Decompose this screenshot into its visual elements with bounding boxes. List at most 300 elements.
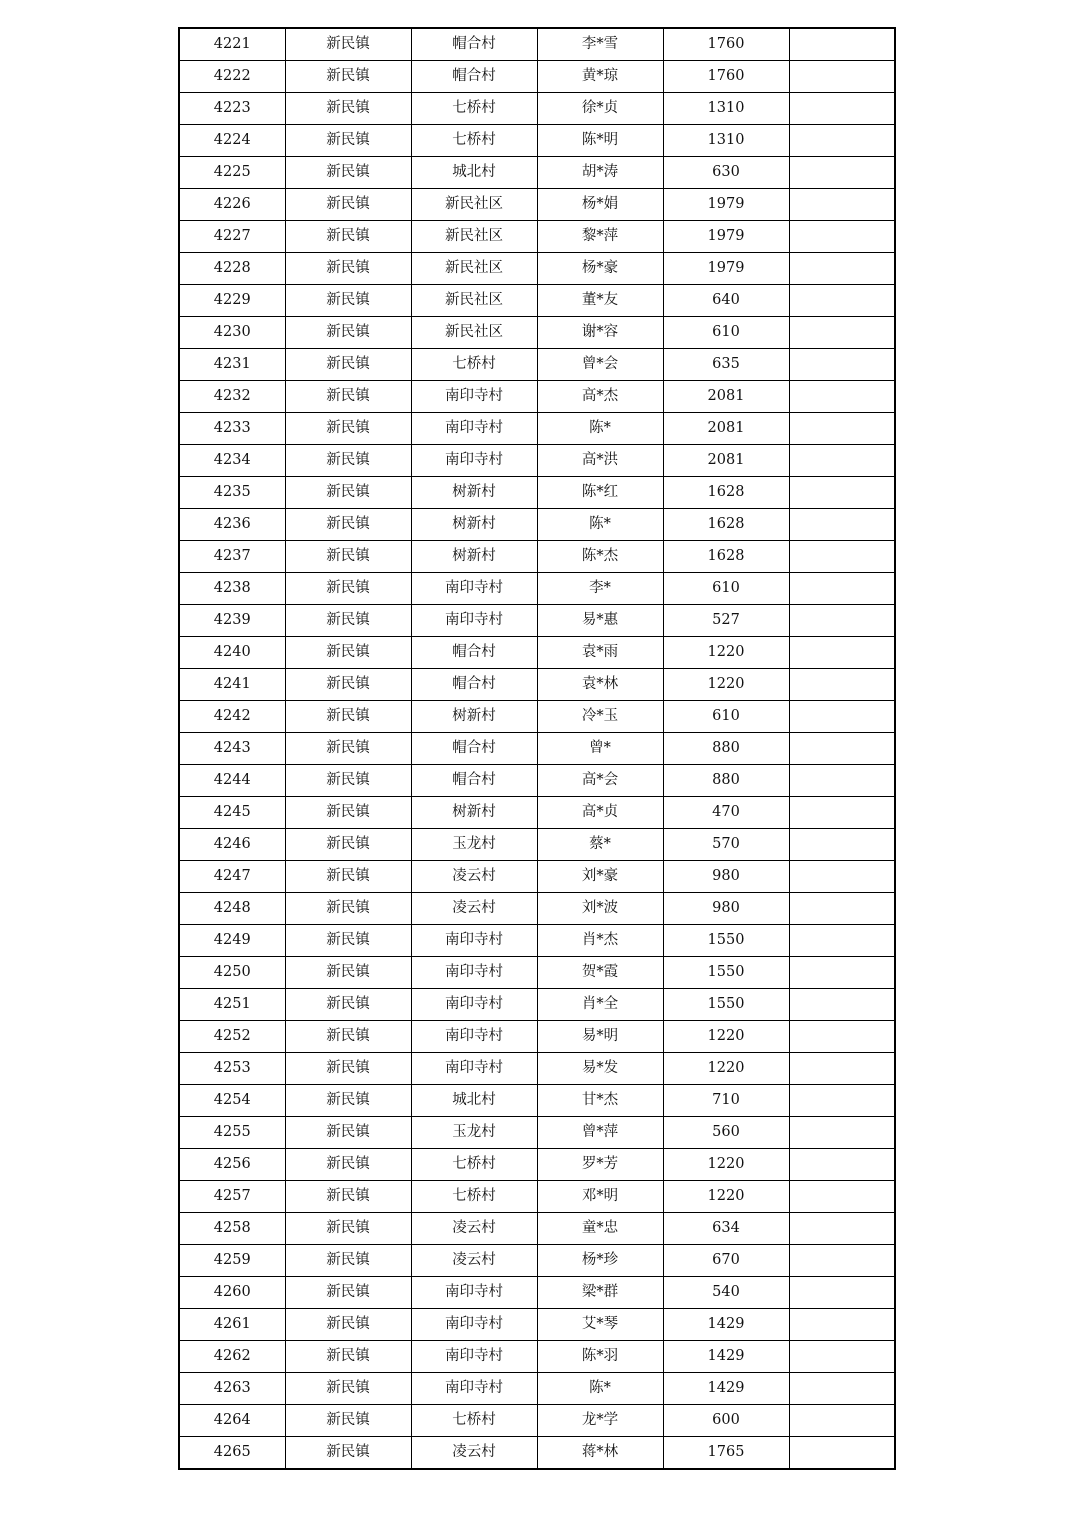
amount-cell: 2081 xyxy=(663,381,789,413)
note-cell xyxy=(789,637,895,669)
row-number-cell: 4223 xyxy=(179,93,285,125)
row-number-cell: 4262 xyxy=(179,1341,285,1373)
table-row xyxy=(179,413,895,445)
amount-cell: 527 xyxy=(663,605,789,637)
name-cell: 袁*林 xyxy=(537,669,663,701)
note-cell xyxy=(789,61,895,93)
town-cell: 新民镇 xyxy=(285,253,411,285)
village-cell: 南印寺村 xyxy=(411,573,537,605)
amount-cell: 630 xyxy=(663,157,789,189)
amount-cell: 635 xyxy=(663,349,789,381)
name-cell: 曾*会 xyxy=(537,349,663,381)
row-number-cell: 4221 xyxy=(179,28,285,61)
village-cell: 帽合村 xyxy=(411,669,537,701)
town-cell: 新民镇 xyxy=(285,925,411,957)
name-cell: 陈*明 xyxy=(537,125,663,157)
note-cell xyxy=(789,445,895,477)
row-number-cell: 4265 xyxy=(179,1437,285,1470)
name-cell: 易*发 xyxy=(537,1053,663,1085)
note-cell xyxy=(789,349,895,381)
name-cell: 陈* xyxy=(537,413,663,445)
table-row xyxy=(179,189,895,221)
row-number-cell: 4230 xyxy=(179,317,285,349)
village-cell: 凌云村 xyxy=(411,1213,537,1245)
note-cell xyxy=(789,573,895,605)
row-number-cell: 4251 xyxy=(179,989,285,1021)
town-cell: 新民镇 xyxy=(285,157,411,189)
name-cell: 肖*全 xyxy=(537,989,663,1021)
name-cell: 袁*雨 xyxy=(537,637,663,669)
town-cell: 新民镇 xyxy=(285,1437,411,1470)
name-cell: 徐*贞 xyxy=(537,93,663,125)
amount-cell: 1550 xyxy=(663,957,789,989)
row-number-cell: 4238 xyxy=(179,573,285,605)
table-row xyxy=(179,1021,895,1053)
table-row xyxy=(179,1437,895,1470)
amount-cell: 1429 xyxy=(663,1341,789,1373)
village-cell: 新民社区 xyxy=(411,253,537,285)
town-cell: 新民镇 xyxy=(285,1341,411,1373)
amount-cell: 1310 xyxy=(663,93,789,125)
note-cell xyxy=(789,413,895,445)
table-row xyxy=(179,28,895,61)
note-cell xyxy=(789,669,895,701)
amount-cell: 610 xyxy=(663,317,789,349)
note-cell xyxy=(789,925,895,957)
row-number-cell: 4225 xyxy=(179,157,285,189)
table-row xyxy=(179,1245,895,1277)
amount-cell: 1979 xyxy=(663,253,789,285)
amount-cell: 1220 xyxy=(663,1181,789,1213)
town-cell: 新民镇 xyxy=(285,605,411,637)
amount-cell: 1760 xyxy=(663,28,789,61)
name-cell: 蒋*林 xyxy=(537,1437,663,1470)
name-cell: 谢*容 xyxy=(537,317,663,349)
village-cell: 帽合村 xyxy=(411,637,537,669)
note-cell xyxy=(789,957,895,989)
table-row xyxy=(179,957,895,989)
note-cell xyxy=(789,317,895,349)
village-cell: 帽合村 xyxy=(411,733,537,765)
row-number-cell: 4255 xyxy=(179,1117,285,1149)
village-cell: 七桥村 xyxy=(411,1405,537,1437)
village-cell: 南印寺村 xyxy=(411,1277,537,1309)
table-row xyxy=(179,701,895,733)
table-row xyxy=(179,93,895,125)
amount-cell: 1220 xyxy=(663,1149,789,1181)
note-cell xyxy=(789,797,895,829)
table-row xyxy=(179,1309,895,1341)
row-number-cell: 4246 xyxy=(179,829,285,861)
note-cell xyxy=(789,221,895,253)
town-cell: 新民镇 xyxy=(285,445,411,477)
row-number-cell: 4235 xyxy=(179,477,285,509)
note-cell xyxy=(789,285,895,317)
town-cell: 新民镇 xyxy=(285,28,411,61)
name-cell: 杨*娟 xyxy=(537,189,663,221)
village-cell: 帽合村 xyxy=(411,61,537,93)
table-row xyxy=(179,925,895,957)
town-cell: 新民镇 xyxy=(285,1245,411,1277)
amount-cell: 880 xyxy=(663,733,789,765)
town-cell: 新民镇 xyxy=(285,509,411,541)
village-cell: 新民社区 xyxy=(411,189,537,221)
town-cell: 新民镇 xyxy=(285,1085,411,1117)
note-cell xyxy=(789,541,895,573)
amount-cell: 1979 xyxy=(663,189,789,221)
note-cell xyxy=(789,605,895,637)
town-cell: 新民镇 xyxy=(285,189,411,221)
amount-cell: 1550 xyxy=(663,989,789,1021)
village-cell: 南印寺村 xyxy=(411,1021,537,1053)
amount-cell: 980 xyxy=(663,861,789,893)
name-cell: 曾*萍 xyxy=(537,1117,663,1149)
table-row xyxy=(179,893,895,925)
row-number-cell: 4250 xyxy=(179,957,285,989)
amount-cell: 470 xyxy=(663,797,789,829)
village-cell: 玉龙村 xyxy=(411,1117,537,1149)
amount-cell: 1550 xyxy=(663,925,789,957)
name-cell: 梁*群 xyxy=(537,1277,663,1309)
note-cell xyxy=(789,1437,895,1470)
table-row xyxy=(179,445,895,477)
table-row xyxy=(179,573,895,605)
town-cell: 新民镇 xyxy=(285,1149,411,1181)
town-cell: 新民镇 xyxy=(285,317,411,349)
row-number-cell: 4242 xyxy=(179,701,285,733)
village-cell: 凌云村 xyxy=(411,893,537,925)
row-number-cell: 4263 xyxy=(179,1373,285,1405)
row-number-cell: 4236 xyxy=(179,509,285,541)
name-cell: 曾* xyxy=(537,733,663,765)
table-row xyxy=(179,285,895,317)
village-cell: 帽合村 xyxy=(411,765,537,797)
note-cell xyxy=(789,509,895,541)
name-cell: 刘*波 xyxy=(537,893,663,925)
name-cell: 杨*珍 xyxy=(537,1245,663,1277)
name-cell: 甘*杰 xyxy=(537,1085,663,1117)
amount-cell: 1220 xyxy=(663,1053,789,1085)
table-row xyxy=(179,669,895,701)
table-row xyxy=(179,1085,895,1117)
village-cell: 南印寺村 xyxy=(411,1053,537,1085)
table-row xyxy=(179,1053,895,1085)
amount-cell: 2081 xyxy=(663,413,789,445)
table-row xyxy=(179,381,895,413)
amount-cell: 1220 xyxy=(663,669,789,701)
table-row xyxy=(179,1117,895,1149)
row-number-cell: 4241 xyxy=(179,669,285,701)
note-cell xyxy=(789,1117,895,1149)
amount-cell: 600 xyxy=(663,1405,789,1437)
note-cell xyxy=(789,157,895,189)
village-cell: 新民社区 xyxy=(411,317,537,349)
village-cell: 树新村 xyxy=(411,797,537,829)
note-cell xyxy=(789,1085,895,1117)
table-row xyxy=(179,1213,895,1245)
village-cell: 七桥村 xyxy=(411,125,537,157)
town-cell: 新民镇 xyxy=(285,221,411,253)
table-row xyxy=(179,157,895,189)
village-cell: 南印寺村 xyxy=(411,381,537,413)
note-cell xyxy=(789,1405,895,1437)
row-number-cell: 4231 xyxy=(179,349,285,381)
row-number-cell: 4248 xyxy=(179,893,285,925)
row-number-cell: 4247 xyxy=(179,861,285,893)
village-cell: 城北村 xyxy=(411,1085,537,1117)
row-number-cell: 4261 xyxy=(179,1309,285,1341)
table-row xyxy=(179,605,895,637)
town-cell: 新民镇 xyxy=(285,477,411,509)
table-row xyxy=(179,1373,895,1405)
row-number-cell: 4256 xyxy=(179,1149,285,1181)
village-cell: 七桥村 xyxy=(411,93,537,125)
row-number-cell: 4226 xyxy=(179,189,285,221)
village-cell: 南印寺村 xyxy=(411,1373,537,1405)
town-cell: 新民镇 xyxy=(285,1021,411,1053)
village-cell: 南印寺村 xyxy=(411,605,537,637)
village-cell: 凌云村 xyxy=(411,861,537,893)
amount-cell: 1765 xyxy=(663,1437,789,1470)
note-cell xyxy=(789,893,895,925)
table-row xyxy=(179,829,895,861)
name-cell: 陈*红 xyxy=(537,477,663,509)
row-number-cell: 4264 xyxy=(179,1405,285,1437)
row-number-cell: 4254 xyxy=(179,1085,285,1117)
village-cell: 新民社区 xyxy=(411,285,537,317)
village-cell: 玉龙村 xyxy=(411,829,537,861)
town-cell: 新民镇 xyxy=(285,797,411,829)
town-cell: 新民镇 xyxy=(285,829,411,861)
name-cell: 罗*芳 xyxy=(537,1149,663,1181)
town-cell: 新民镇 xyxy=(285,61,411,93)
amount-cell: 980 xyxy=(663,893,789,925)
note-cell xyxy=(789,733,895,765)
name-cell: 易*明 xyxy=(537,1021,663,1053)
amount-cell: 670 xyxy=(663,1245,789,1277)
town-cell: 新民镇 xyxy=(285,1053,411,1085)
town-cell: 新民镇 xyxy=(285,573,411,605)
table-row xyxy=(179,349,895,381)
row-number-cell: 4258 xyxy=(179,1213,285,1245)
table-row xyxy=(179,797,895,829)
town-cell: 新民镇 xyxy=(285,1405,411,1437)
amount-cell: 610 xyxy=(663,573,789,605)
note-cell xyxy=(789,829,895,861)
roster-table-body xyxy=(179,28,895,1469)
name-cell: 李*雪 xyxy=(537,28,663,61)
town-cell: 新民镇 xyxy=(285,957,411,989)
note-cell xyxy=(789,1341,895,1373)
village-cell: 新民社区 xyxy=(411,221,537,253)
note-cell xyxy=(789,701,895,733)
table-row xyxy=(179,1181,895,1213)
note-cell xyxy=(789,989,895,1021)
town-cell: 新民镇 xyxy=(285,1277,411,1309)
town-cell: 新民镇 xyxy=(285,1181,411,1213)
town-cell: 新民镇 xyxy=(285,1309,411,1341)
town-cell: 新民镇 xyxy=(285,765,411,797)
row-number-cell: 4234 xyxy=(179,445,285,477)
village-cell: 帽合村 xyxy=(411,28,537,61)
amount-cell: 880 xyxy=(663,765,789,797)
amount-cell: 1429 xyxy=(663,1309,789,1341)
row-number-cell: 4245 xyxy=(179,797,285,829)
name-cell: 易*惠 xyxy=(537,605,663,637)
village-cell: 树新村 xyxy=(411,701,537,733)
name-cell: 刘*豪 xyxy=(537,861,663,893)
name-cell: 胡*涛 xyxy=(537,157,663,189)
village-cell: 树新村 xyxy=(411,541,537,573)
town-cell: 新民镇 xyxy=(285,669,411,701)
table-row xyxy=(179,989,895,1021)
name-cell: 蔡* xyxy=(537,829,663,861)
amount-cell: 570 xyxy=(663,829,789,861)
name-cell: 高*会 xyxy=(537,765,663,797)
note-cell xyxy=(789,253,895,285)
name-cell: 龙*学 xyxy=(537,1405,663,1437)
table-row xyxy=(179,221,895,253)
table-row xyxy=(179,637,895,669)
village-cell: 南印寺村 xyxy=(411,1309,537,1341)
amount-cell: 1628 xyxy=(663,509,789,541)
town-cell: 新民镇 xyxy=(285,701,411,733)
note-cell xyxy=(789,1309,895,1341)
row-number-cell: 4252 xyxy=(179,1021,285,1053)
table-row xyxy=(179,253,895,285)
row-number-cell: 4257 xyxy=(179,1181,285,1213)
row-number-cell: 4237 xyxy=(179,541,285,573)
town-cell: 新民镇 xyxy=(285,637,411,669)
note-cell xyxy=(789,1053,895,1085)
town-cell: 新民镇 xyxy=(285,989,411,1021)
name-cell: 艾*琴 xyxy=(537,1309,663,1341)
row-number-cell: 4232 xyxy=(179,381,285,413)
row-number-cell: 4224 xyxy=(179,125,285,157)
table-row xyxy=(179,541,895,573)
row-number-cell: 4229 xyxy=(179,285,285,317)
row-number-cell: 4253 xyxy=(179,1053,285,1085)
village-cell: 七桥村 xyxy=(411,1181,537,1213)
table-row xyxy=(179,1277,895,1309)
amount-cell: 634 xyxy=(663,1213,789,1245)
table-row xyxy=(179,733,895,765)
note-cell xyxy=(789,1373,895,1405)
amount-cell: 560 xyxy=(663,1117,789,1149)
village-cell: 凌云村 xyxy=(411,1437,537,1470)
table-row xyxy=(179,861,895,893)
table-row xyxy=(179,61,895,93)
row-number-cell: 4233 xyxy=(179,413,285,445)
amount-cell: 640 xyxy=(663,285,789,317)
note-cell xyxy=(789,1149,895,1181)
name-cell: 高*洪 xyxy=(537,445,663,477)
village-cell: 南印寺村 xyxy=(411,925,537,957)
amount-cell: 2081 xyxy=(663,445,789,477)
amount-cell: 1628 xyxy=(663,541,789,573)
village-cell: 南印寺村 xyxy=(411,989,537,1021)
table-row xyxy=(179,765,895,797)
town-cell: 新民镇 xyxy=(285,285,411,317)
roster-table xyxy=(178,27,896,1470)
name-cell: 陈* xyxy=(537,509,663,541)
row-number-cell: 4222 xyxy=(179,61,285,93)
town-cell: 新民镇 xyxy=(285,413,411,445)
village-cell: 树新村 xyxy=(411,509,537,541)
note-cell xyxy=(789,1277,895,1309)
town-cell: 新民镇 xyxy=(285,381,411,413)
village-cell: 南印寺村 xyxy=(411,957,537,989)
name-cell: 童*忠 xyxy=(537,1213,663,1245)
note-cell xyxy=(789,861,895,893)
note-cell xyxy=(789,381,895,413)
town-cell: 新民镇 xyxy=(285,733,411,765)
table-row xyxy=(179,1341,895,1373)
note-cell xyxy=(789,28,895,61)
village-cell: 南印寺村 xyxy=(411,445,537,477)
town-cell: 新民镇 xyxy=(285,1373,411,1405)
name-cell: 黎*萍 xyxy=(537,221,663,253)
table-row xyxy=(179,125,895,157)
row-number-cell: 4244 xyxy=(179,765,285,797)
village-cell: 凌云村 xyxy=(411,1245,537,1277)
amount-cell: 1760 xyxy=(663,61,789,93)
name-cell: 陈* xyxy=(537,1373,663,1405)
row-number-cell: 4243 xyxy=(179,733,285,765)
row-number-cell: 4227 xyxy=(179,221,285,253)
town-cell: 新民镇 xyxy=(285,1117,411,1149)
name-cell: 陈*羽 xyxy=(537,1341,663,1373)
village-cell: 七桥村 xyxy=(411,349,537,381)
village-cell: 树新村 xyxy=(411,477,537,509)
town-cell: 新民镇 xyxy=(285,93,411,125)
name-cell: 李* xyxy=(537,573,663,605)
name-cell: 高*杰 xyxy=(537,381,663,413)
town-cell: 新民镇 xyxy=(285,349,411,381)
table-row xyxy=(179,477,895,509)
amount-cell: 1220 xyxy=(663,637,789,669)
town-cell: 新民镇 xyxy=(285,1213,411,1245)
village-cell: 南印寺村 xyxy=(411,413,537,445)
note-cell xyxy=(789,477,895,509)
amount-cell: 1310 xyxy=(663,125,789,157)
name-cell: 邓*明 xyxy=(537,1181,663,1213)
name-cell: 贺*霞 xyxy=(537,957,663,989)
table-row xyxy=(179,317,895,349)
row-number-cell: 4228 xyxy=(179,253,285,285)
village-cell: 南印寺村 xyxy=(411,1341,537,1373)
village-cell: 七桥村 xyxy=(411,1149,537,1181)
note-cell xyxy=(789,189,895,221)
town-cell: 新民镇 xyxy=(285,893,411,925)
town-cell: 新民镇 xyxy=(285,541,411,573)
note-cell xyxy=(789,1245,895,1277)
amount-cell: 1979 xyxy=(663,221,789,253)
table-row xyxy=(179,1405,895,1437)
table-row xyxy=(179,509,895,541)
amount-cell: 610 xyxy=(663,701,789,733)
name-cell: 肖*杰 xyxy=(537,925,663,957)
row-number-cell: 4240 xyxy=(179,637,285,669)
town-cell: 新民镇 xyxy=(285,861,411,893)
note-cell xyxy=(789,765,895,797)
note-cell xyxy=(789,93,895,125)
row-number-cell: 4239 xyxy=(179,605,285,637)
amount-cell: 1429 xyxy=(663,1373,789,1405)
amount-cell: 710 xyxy=(663,1085,789,1117)
name-cell: 高*贞 xyxy=(537,797,663,829)
name-cell: 陈*杰 xyxy=(537,541,663,573)
